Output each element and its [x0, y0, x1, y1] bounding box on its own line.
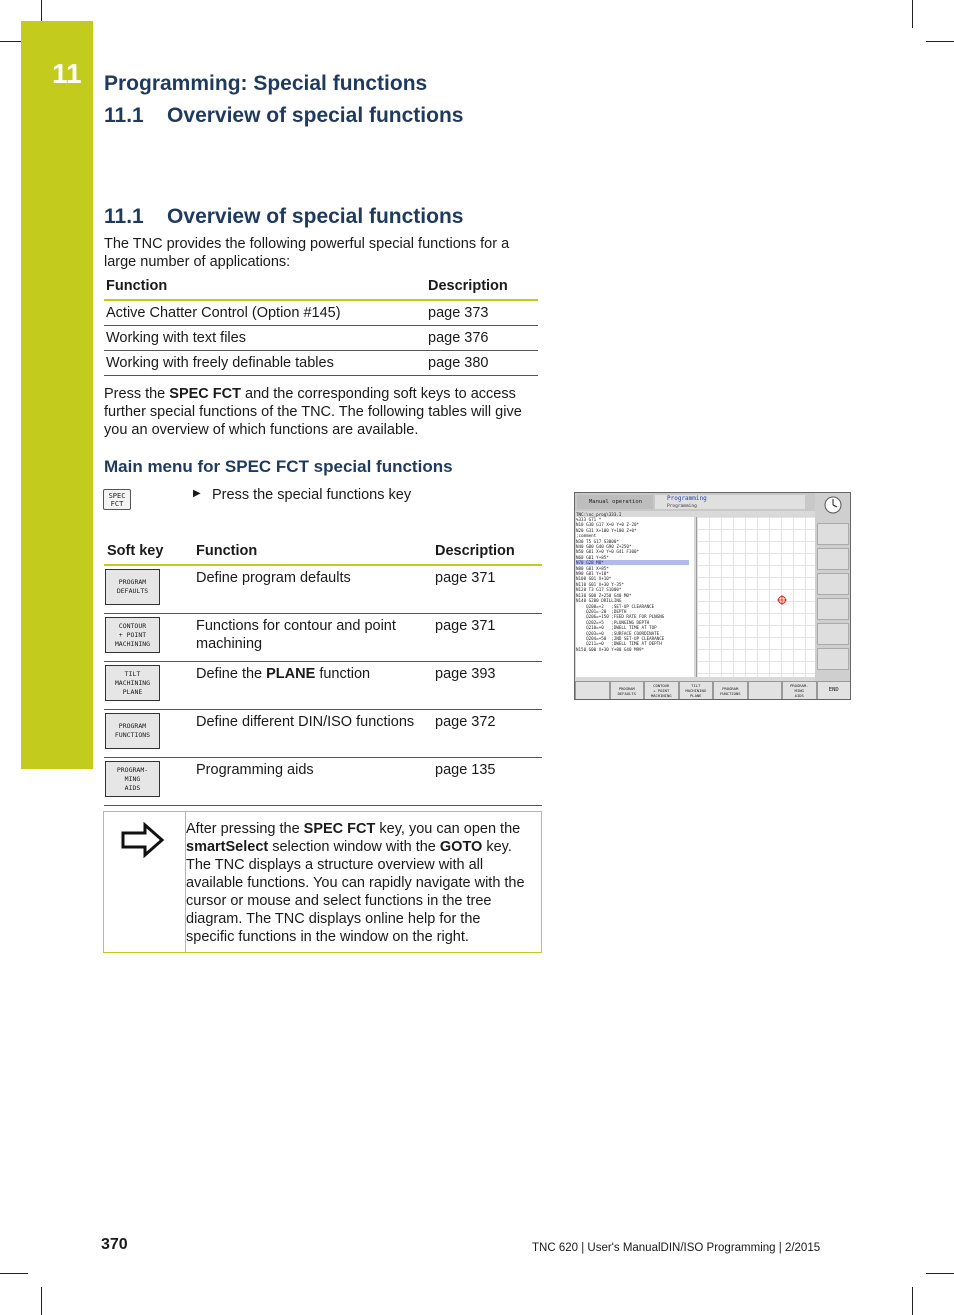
crop-mark: [41, 1287, 42, 1315]
table-row: [104, 326, 538, 351]
softkey-row: [575, 681, 851, 700]
crop-mark: [926, 1273, 954, 1274]
side-softkey[interactable]: [817, 623, 849, 645]
function-cell: Define program defaults: [193, 565, 432, 614]
page-number: 370: [101, 1236, 128, 1253]
spec-fct-key[interactable]: SPEC FCT: [103, 489, 131, 510]
side-softkey[interactable]: [817, 548, 849, 570]
screen-softkey-tilt-plane[interactable]: TILT MACHINING PLANE: [679, 681, 714, 700]
hint-arrow-icon: [120, 822, 166, 858]
step-arrow-icon: ▶: [193, 488, 201, 499]
chapter-sidebar: [21, 21, 93, 769]
graphics-window: [696, 517, 815, 677]
functions-table: [104, 275, 538, 376]
side-softkey-bar: [815, 493, 851, 681]
softkey-program-functions[interactable]: PROGRAM FUNCTIONS: [105, 713, 160, 749]
key-name: PLANE: [266, 666, 316, 682]
page-ref[interactable]: page 380: [426, 351, 538, 376]
table-row: [104, 662, 542, 710]
side-softkey[interactable]: [817, 648, 849, 670]
file-path: TNC:\nc_prog\333.I: [576, 512, 622, 517]
screen-softkey-contour-point[interactable]: CONTOUR + POINT MACHINING: [644, 681, 679, 700]
running-section-title: 11.1 Overview of special functions: [104, 104, 464, 127]
subheading: Main menu for SPEC FCT special functions: [104, 457, 453, 476]
table-row: [104, 614, 542, 662]
table-row: [104, 300, 538, 326]
chapter-number: 11: [52, 58, 82, 89]
table-row: [104, 565, 542, 614]
screen-softkey[interactable]: [575, 681, 610, 700]
side-softkey[interactable]: [817, 523, 849, 545]
softkey-tilt-machining-plane[interactable]: TILT MACHINING PLANE: [105, 665, 160, 701]
page-ref[interactable]: page 373: [426, 300, 538, 326]
clock-icon: [822, 495, 844, 515]
crop-mark: [912, 1287, 913, 1315]
function-cell: Define different DIN/ISO functions: [193, 710, 432, 758]
tnc-screenshot: [574, 492, 851, 700]
intro-paragraph: The TNC provides the following powerful special functions for a large number of applications:: [104, 236, 510, 270]
table-cell: Working with freely definable tables: [104, 351, 426, 376]
side-softkey[interactable]: [817, 598, 849, 620]
chapter-title: Programming: Special functions: [104, 72, 428, 95]
tab-programming[interactable]: Programming Programming: [655, 495, 805, 509]
screen-softkey-programming-aids[interactable]: PROGRAM- MING AIDS: [782, 681, 817, 700]
page-ref[interactable]: page 372: [432, 710, 542, 758]
crop-mark: [926, 41, 954, 42]
column-header: Function: [193, 538, 432, 565]
side-softkey[interactable]: [817, 573, 849, 595]
table-row: [104, 351, 538, 376]
screen-softkey-empty[interactable]: [748, 681, 783, 700]
page-ref[interactable]: page 371: [432, 565, 542, 614]
page-ref[interactable]: page 376: [426, 326, 538, 351]
function-cell: Programming aids: [193, 758, 432, 806]
table-cell: Working with text files: [104, 326, 426, 351]
page-ref[interactable]: page 393: [432, 662, 542, 710]
softkey-contour-point-machining[interactable]: CONTOUR + POINT MACHINING: [105, 617, 160, 653]
mode-bar: [575, 493, 815, 511]
section-heading: 11.1 Overview of special functions: [104, 205, 464, 228]
workpiece-datum-icon: [777, 595, 787, 605]
crop-mark: [912, 0, 913, 28]
selected-line: [576, 560, 689, 565]
column-header: Description: [426, 275, 538, 300]
function-cell: Functions for contour and point machining: [193, 614, 432, 662]
table-row: [104, 710, 542, 758]
softkey-table: [104, 538, 542, 806]
screen-softkey-end[interactable]: END: [817, 681, 852, 700]
note-text: After pressing the SPEC FCT key, you can open the smartSelect selection window with the GOTO key. The TNC displays a structure overview with all available functions. You can rapidly navigate with the cursor or mouse and select functions in the tree diagram. The TNC displays online help for the specific functions in the window on the right.: [186, 821, 525, 945]
step-text: Press the special functions key: [212, 487, 412, 503]
footer-text: TNC 620 | User's ManualDIN/ISO Programming | 2/2015: [532, 1242, 821, 1254]
screen-softkey-program-functions[interactable]: PROGRAM FUNCTIONS: [713, 681, 748, 700]
page-ref[interactable]: page 371: [432, 614, 542, 662]
softkey-program-defaults[interactable]: PROGRAM DEFAULTS: [105, 569, 160, 605]
key-name: SPEC FCT: [169, 386, 241, 402]
table-row: [104, 758, 542, 806]
crop-mark: [0, 1273, 28, 1274]
column-header: Description: [432, 538, 542, 565]
press-paragraph: Press the SPEC FCT and the corresponding soft keys to access further special functions of the TNC. The following tables will give you an overview of which functions are available.: [104, 386, 522, 438]
program-code: %333 G71 * N10 G30 G17 X+0 Y+0 Z-20* N20 G31 X+100 Y+100 Z+0* ;comment N30 T5 G17 S3000* N40 G00 G40 G90 Z+250* N50 G01 X+0 Y+0 G41 F300* N60 G01 Y+85* N70 G28 M8* N80 G01 X+85* N90 G01 Y+10* N100 G01 X+10* N110 G01 X+30 Y-35* N120 T3 G17 S1000* N130 G00 Z+250 G40 M0* N140 G200 DRILLING Q200=+2 ;SET-UP CLEARANCE Q201=-20 ;DEPTH Q206=+150 ;FEED RATE FOR PLNGNG Q202=+5 ;PLUNGING DEPTH Q210=+0 ;DWELL TIME AT TOP Q203=+0 ;SURFACE COORDINATE Q204=+50 ;2ND SET-UP CLEARANCE Q211=+0 ;DWELL TIME AT DEPTH N150 G00 X+30 Y+80 G40 M99*: [576, 517, 694, 677]
function-cell: Define the PLANE function: [193, 662, 432, 710]
column-header: Function: [104, 275, 426, 300]
column-header: Soft key: [104, 538, 193, 565]
table-cell: Active Chatter Control (Option #145): [104, 300, 426, 326]
tab-manual-operation[interactable]: Manual operation: [577, 495, 653, 509]
page-ref[interactable]: page 135: [432, 758, 542, 806]
softkey-programming-aids[interactable]: PROGRAM- MING AIDS: [105, 761, 160, 797]
screen-softkey-program-defaults[interactable]: PROGRAM DEFAULTS: [610, 681, 645, 700]
